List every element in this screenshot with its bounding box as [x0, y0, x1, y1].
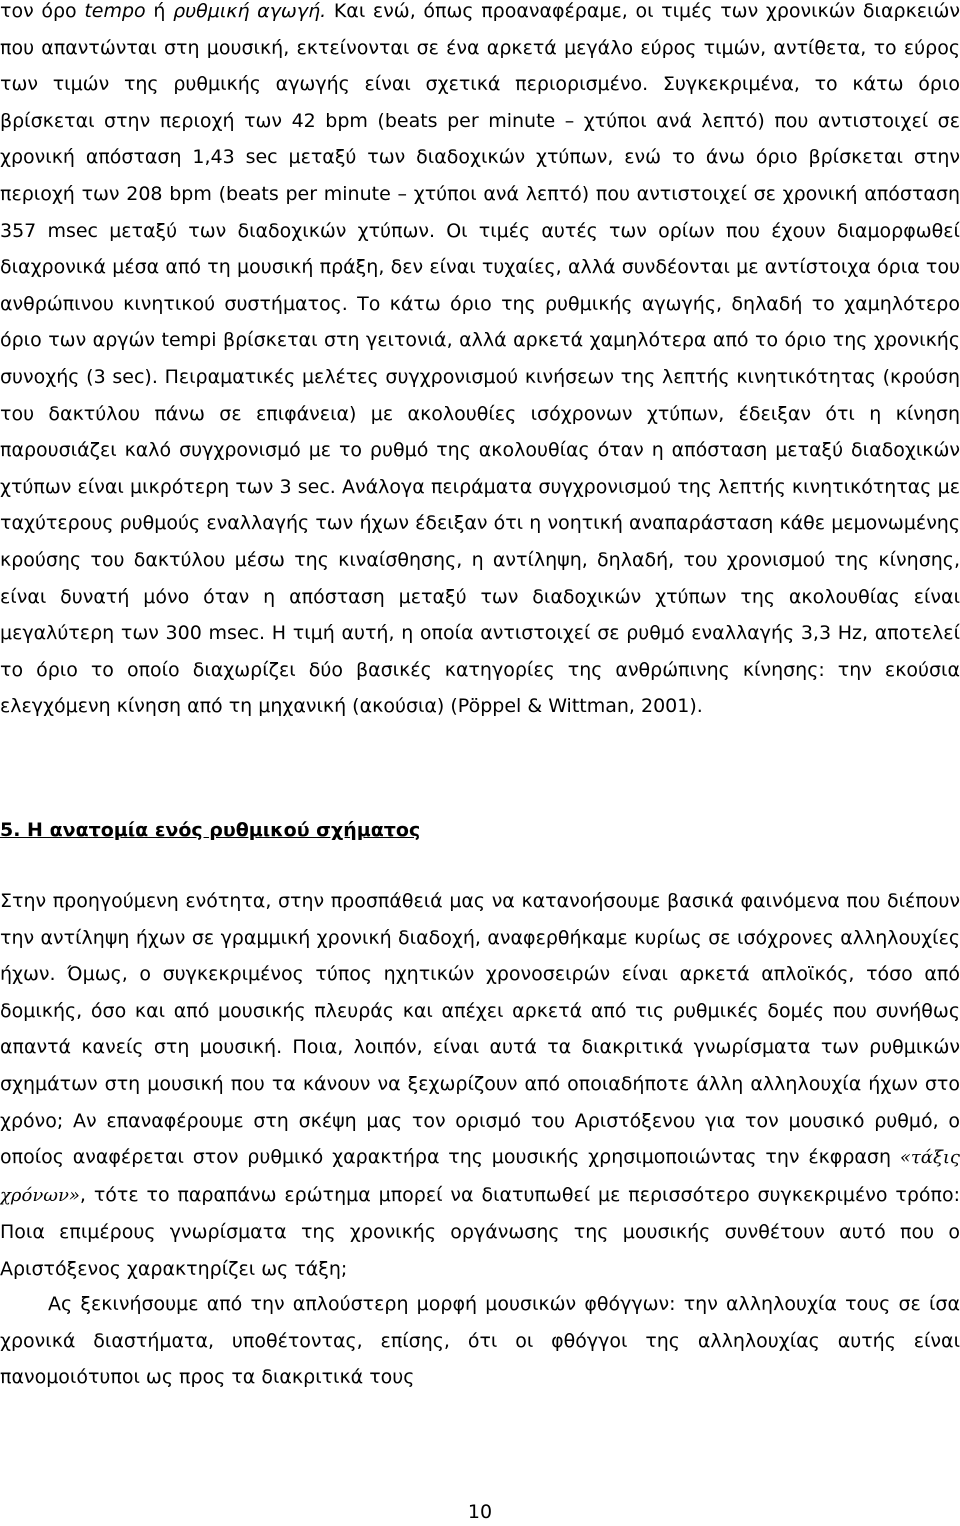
para1-lead: τον όρο: [0, 0, 85, 22]
para1-body: Και ενώ, όπως προαναφέραμε, οι τιμές των χρονικών διαρκειών που απαντώνται στη μουσική, εκτείνονται σε ένα αρκετά μεγάλο εύρος τιμών, αντίθετα, το εύρος των τιμών της ρυθμικής αγωγής είναι σχετικά περιορισμένο. Συγκεκριμένα, το κάτω όριο βρίσκεται στην περιοχή των 42 bpm (beats per minute – χτύποι ανά λεπτό) που αντιστοιχεί σε χρονική απόσταση 1,43 sec μεταξύ των διαδοχικών χτύπων, ενώ το άνω όριο βρίσκεται στην περιοχή των 208 bpm (beats per minute – χτύποι ανά λεπτό) που αντιστοιχεί σε χρονική απόσταση 357 msec μεταξύ των διαδοχικών χτύπων. Οι τιμές αυτές των ορίων που έχουν διαμορφωθεί διαχρονικά μέσα από τη μουσική πράξη, δεν είναι τυχαίες, αλλά συνδέονται με αντίστοιχα όρια του ανθρώπινου κινητικού συστήματος. Το κάτω όριο της ρυθμικής αγωγής, δηλαδή το χαμηλότερο όριο των αργών tempi βρίσκεται στη γειτονιά, αλλά αρκετά χαμηλότερα από το όριο της χρονικής συνοχής (3 sec). Πειραματικές μελέτες συγχρονισμού κινήσεων της λεπτής κινητικότητας (κρούση του δακτύλου πάνω σε επιφάνεια) με ακολουθίες ισόχρονων χτύπων, έδειξαν ότι η κίνηση παρουσιάζει καλό συγχρονισμό με το ρυθμό της ακολουθίας όταν η απόσταση μεταξύ διαδοχικών χτύπων είναι μικρότερη των 3 sec. Ανάλογα πειράματα συγχρονισμού της λεπτής κινητικότητας με ταχύτερους ρυθμούς εναλλαγής των ήχων έδειξαν ότι η νοητική αναπαράσταση κάθε μεμονωμένης κρούσης του δακτύλου μέσω της κιναίσθησης, η αντίληψη, δηλαδή, του χρονισμού της κίνησης, είναι δυνατή μόνο όταν η απόσταση μεταξύ των διαδοχικών χτύπων της ακολουθίας είναι μεγαλύτερη των 300 msec. Η τιμή αυτή, η οποία αντιστοιχεί σε ρυθμό εναλλαγής 3,3 Hz, αποτελεί το όριο το οποίο διαχωρίζει δύο βασικές κατηγορίες της ανθρώπινης κίνησης: την εκούσια ελεγχόμενη κίνηση από τη μηχανική (ακούσια) (Pöppel & Wittman, 2001).: [0, 0, 960, 718]
paragraph-isochronous-sequence: Ας ξεκινήσουμε από την απλούστερη μορφή μουσικών φθόγγων: την αλληλουχία τους σε ίσα χρονικά διαστήματα, υποθέτοντας, επίσης, ότι οι φθόγγοι της αλληλουχίας αυτής είναι πανομοιότυποι ως προς τα διακριτικά τους: [0, 1293, 960, 1389]
para2-quote: «τάξις χρόνων»: [0, 1147, 960, 1206]
para2-text-before-quote: Στην προηγούμενη ενότητα, στην προσπάθειά μας να κατανοήσουμε βασικά φαινόμενα που διέπουν την αντίληψη ήχων σε γραμμική χρονική διαδοχή, αναφερθήκαμε κυρίως σε ισόχρονες αλληλουχίες ήχων. Όμως, ο συγκεκριμένος τύπος ηχητικών χρονοσειρών είναι αρκετά απλοϊκός, τόσο από δομικής, όσο και από μουσικής πλευράς και απέχει αρκετά από τις ρυθμικές δομές που συνήθως απαντά κανείς στη μουσική. Ποια, λοιπόν, είναι αυτά τα διακριτικά γνωρίσματα των ρυθμικών σχημάτων στη μουσική που τα κάνουν να ξεχωρίζουν από οποιαδήποτε άλλη αλληλουχία ήχων στο χρόνο; Αν επαναφέρουμε στη σκέψη μας τον ορισμό του Αριστόξενου για τον μουσικό ρυθμό, ο οποίος αναφέρεται στον ρυθμικό χαρακτήρα της μουσικής χρησιμοποιώντας την έκφραση: [0, 890, 960, 1169]
para2-text-after-quote: , τότε το παραπάνω ερώτημα μπορεί να διατυπωθεί με περισσότερο συγκεκριμένο τρόπο: Ποια επιμέρους γνωρίσματα της χρονικής οργάνωσης της μουσικής συνθέτουν αυτό που ο Αριστόξενος χαρακτηρίζει ως τάξη;: [0, 1183, 960, 1280]
para1-tempo-term: tempo: [84, 0, 146, 22]
para1-rhythmic-term: ρυθμική αγωγή.: [173, 0, 327, 22]
paragraph-rhythmic-tempo-limits: [0, 0, 960, 725]
section-heading: 5. Η ανατομία ενός ρυθμικού σχήματος: [0, 819, 421, 841]
paragraph-rhythmic-pattern-intro: [0, 883, 960, 1288]
para1-or: ή: [145, 0, 174, 22]
page-number: 10: [467, 1501, 493, 1523]
